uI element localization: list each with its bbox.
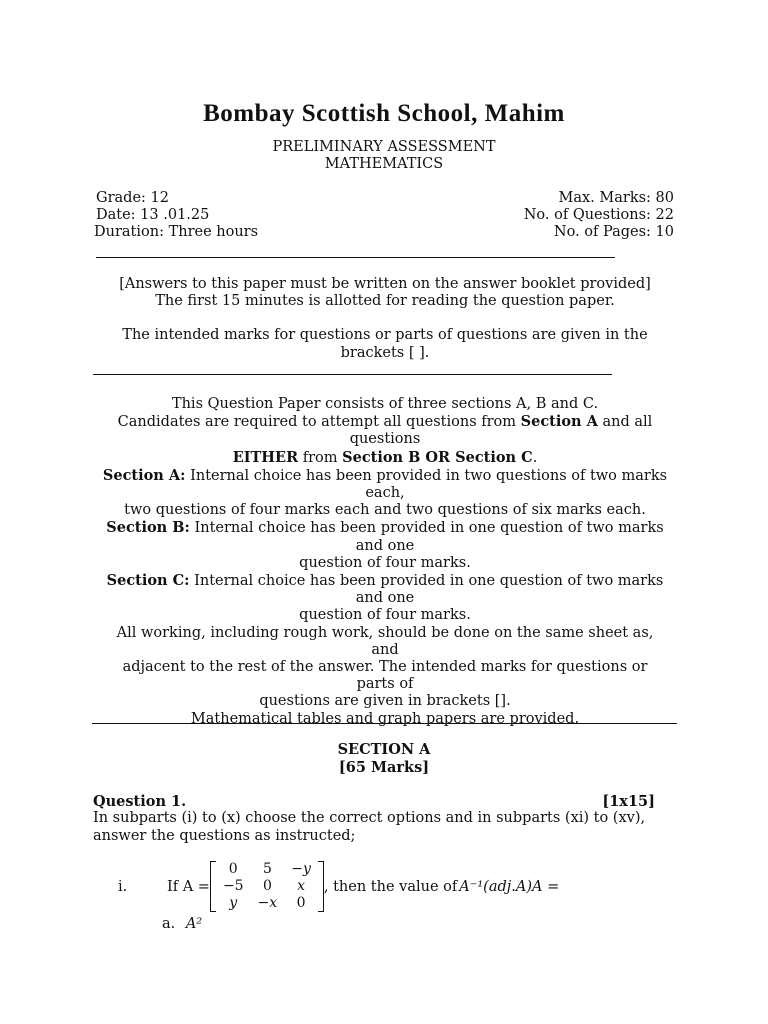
section-title: SECTION A bbox=[337, 741, 431, 758]
note-line: The intended marks for questions or parts of questions are given in the bbox=[122, 327, 648, 344]
grade: Grade: 12 bbox=[96, 190, 169, 206]
assessment-title: PRELIMINARY ASSESSMENT bbox=[272, 139, 496, 155]
instr-line: questions are given in brackets []. bbox=[259, 693, 511, 710]
instr-line: This Question Paper consists of three sections A, B and C. bbox=[171, 396, 599, 412]
instr-line: Mathematical tables and graph papers are provided. bbox=[190, 710, 580, 727]
expression: A⁻¹(adj.A)A = bbox=[459, 878, 560, 895]
if-a-text: If A = bbox=[167, 878, 210, 895]
info-row-3 bbox=[94, 224, 674, 240]
instr-line: and bbox=[371, 641, 399, 658]
matrix-cell: y bbox=[229, 895, 238, 911]
then-text: , then the value of bbox=[323, 878, 458, 895]
instr-line: questions bbox=[349, 431, 421, 448]
instr-line: each, bbox=[365, 485, 405, 502]
divider-3 bbox=[92, 723, 677, 724]
divider-1 bbox=[96, 257, 615, 258]
instr-line: question of four marks. bbox=[299, 554, 471, 571]
instr-line: question of four marks. bbox=[299, 607, 471, 624]
right-bracket bbox=[318, 861, 324, 912]
question-1-header bbox=[93, 793, 655, 810]
instr-line: parts of bbox=[356, 676, 414, 693]
instructions-block bbox=[92, 396, 678, 728]
note-line: The first 15 minutes is allotted for reading the question paper. bbox=[155, 293, 615, 310]
matrix-a bbox=[210, 861, 324, 912]
question-1-instructions bbox=[93, 810, 663, 845]
subquestion-i bbox=[118, 861, 559, 912]
instr-line: Candidates are required to attempt all questions from Section A and all bbox=[117, 413, 653, 431]
option-a bbox=[162, 916, 202, 932]
question-text-line: answer the questions as instructed; bbox=[93, 827, 356, 844]
option-value: A² bbox=[185, 916, 203, 932]
instr-line: and one bbox=[355, 590, 415, 607]
question-label: Question 1. bbox=[93, 793, 187, 810]
matrix-cell: −y bbox=[291, 861, 311, 877]
instr-line: All working, including rough work, should be done on the same sheet as, bbox=[116, 624, 654, 641]
left-bracket bbox=[210, 861, 216, 912]
instr-line: adjacent to the rest of the answer. The intended marks for questions or bbox=[122, 659, 648, 676]
info-row-2 bbox=[96, 207, 674, 223]
instr-line: Section A: Internal choice has been provided in two questions of two marks bbox=[102, 466, 668, 484]
matrix-cell: 0 bbox=[228, 861, 238, 877]
instr-line: Section B: Internal choice has been provided in one question of two marks bbox=[106, 519, 664, 537]
max-marks: Max. Marks: 80 bbox=[558, 190, 674, 206]
exam-date: Date: 13 .01.25 bbox=[96, 207, 210, 223]
section-marks: [65 Marks] bbox=[338, 759, 430, 776]
matrix-cell: 0 bbox=[296, 895, 306, 911]
note-line: brackets [ ]. bbox=[340, 344, 430, 361]
info-row-1 bbox=[96, 190, 674, 206]
question-count: No. of Questions: 22 bbox=[523, 207, 674, 223]
divider-2 bbox=[93, 374, 612, 375]
notes-block bbox=[92, 276, 678, 362]
matrix-cell: x bbox=[297, 878, 305, 894]
question-marks: [1x15] bbox=[602, 793, 655, 810]
subquestion-number: i. bbox=[118, 878, 128, 895]
instr-line: Section C: Internal choice has been provided in one question of two marks bbox=[106, 572, 664, 590]
school-name: Bombay Scottish School, Mahim bbox=[203, 100, 565, 127]
note-line: [Answers to this paper must be written on the answer booklet provided] bbox=[119, 276, 651, 292]
matrix-cell: −x bbox=[257, 895, 278, 911]
matrix-cell: −5 bbox=[222, 878, 244, 894]
duration: Duration: Three hours bbox=[94, 224, 259, 240]
spacer bbox=[92, 310, 678, 327]
question-text-line: In subparts (i) to (x) choose the correct options and in subparts (xi) to (xv), bbox=[93, 810, 646, 826]
option-label: a. bbox=[162, 916, 176, 932]
instr-line: two questions of four marks each and two questions of six marks each. bbox=[124, 502, 646, 519]
instr-line: and one bbox=[355, 537, 415, 554]
matrix-cell: 0 bbox=[262, 878, 272, 894]
instr-line: EITHER from Section B OR Section C. bbox=[232, 448, 538, 466]
subject-title: MATHEMATICS bbox=[324, 156, 444, 172]
page-count: No. of Pages: 10 bbox=[553, 224, 674, 240]
matrix-cell: 5 bbox=[262, 861, 272, 877]
